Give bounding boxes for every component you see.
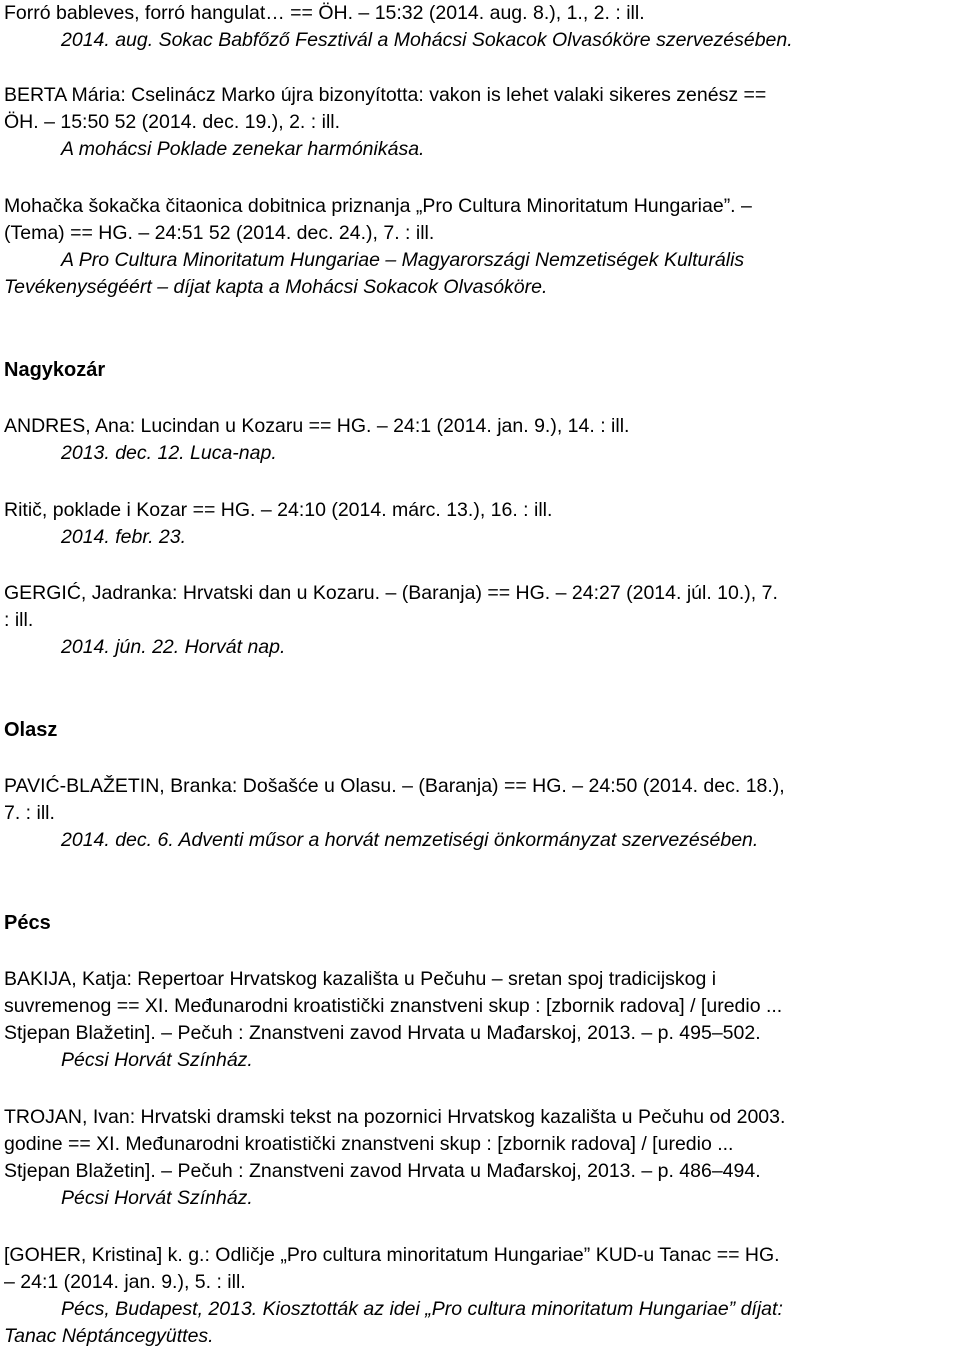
entry-line: Stjepan Blažetin]. – Pečuh : Znanstveni zavod Hrvata u Mađarskoj, 2013. – p. 495–502. — [4, 1022, 761, 1044]
bibliography-entry — [4, 966, 960, 1074]
entry-note: 2014. dec. 6. Adventi műsor a horvát nemzetiségi önkormányzat szervezésében. — [61, 829, 759, 851]
entry-line: BERTA Mária: Cselinácz Marko újra bizonyította: vakon is lehet valaki sikeres zenész == — [4, 84, 767, 106]
bibliography-entry — [4, 773, 960, 854]
entry-line: (Tema) == HG. – 24:51 52 (2014. dec. 24.), 7. : ill. — [4, 222, 435, 244]
section-heading: Olasz — [4, 719, 58, 741]
bibliography-entry — [4, 1242, 960, 1350]
entry-note: Tevékenységéért – díjat kapta a Mohácsi Sokacok Olvasóköre. — [4, 276, 548, 298]
entry-line: suvremenog == XI. Međunarodni kroatistički znanstveni skup : [zbornik radova] / [uredio ... — [4, 995, 783, 1017]
entry-line: ÖH. – 15:50 52 (2014. dec. 19.), 2. : ill. — [4, 111, 341, 133]
entry-note: 2014. febr. 23. — [61, 526, 187, 548]
entry-note: A mohácsi Poklade zenekar harmónikása. — [61, 138, 425, 160]
entry-line: [GOHER, Kristina] k. g.: Odličje „Pro cultura minoritatum Hungariae” KUD-u Tanac == HG. — [4, 1244, 780, 1266]
entry-line: Stjepan Blažetin]. – Pečuh : Znanstveni zavod Hrvata u Mađarskoj, 2013. – p. 486–494. — [4, 1160, 761, 1182]
bibliography-entry — [4, 580, 960, 661]
bibliography-entry — [4, 413, 960, 467]
entry-line: PAVIĆ-BLAŽETIN, Branka: Došašće u Olasu. – (Baranja) == HG. – 24:50 (2014. dec. 18.), — [4, 775, 785, 797]
entry-line: – 24:1 (2014. jan. 9.), 5. : ill. — [4, 1271, 246, 1293]
entry-note: 2014. aug. Sokac Babfőző Fesztivál a Mohácsi Sokacok Olvasóköre szervezésében. — [61, 29, 793, 51]
entry-note: Pécs, Budapest, 2013. Kiosztották az idei „Pro cultura minoritatum Hungariae” díjat: — [61, 1298, 783, 1320]
bibliography-entry — [4, 193, 960, 301]
entry-note: 2013. dec. 12. Luca-nap. — [61, 442, 277, 464]
entry-line: 7. : ill. — [4, 802, 55, 824]
entry-line: TROJAN, Ivan: Hrvatski dramski tekst na pozornici Hrvatskog kazališta u Pečuhu od 2003. — [4, 1106, 786, 1128]
bibliography-entry — [4, 82, 960, 163]
bibliography-entry — [4, 497, 960, 551]
section-heading: Nagykozár — [4, 359, 106, 381]
bibliography-entry — [4, 1104, 960, 1212]
entry-line: : ill. — [4, 609, 34, 631]
entry-line: BAKIJA, Katja: Repertoar Hrvatskog kazališta u Pečuhu – sretan spoj tradicijskog i — [4, 968, 717, 990]
entry-note: Pécsi Horvát Színház. — [61, 1049, 253, 1071]
entry-line: GERGIĆ, Jadranka: Hrvatski dan u Kozaru. – (Baranja) == HG. – 24:27 (2014. júl. 10.), 7. — [4, 582, 778, 604]
bibliography-entry — [4, 0, 960, 54]
entry-line: Forró bableves, forró hangulat… == ÖH. – 15:32 (2014. aug. 8.), 1., 2. : ill. — [4, 2, 645, 24]
section-heading: Pécs — [4, 912, 51, 934]
entry-note: Tanac Néptáncegyüttes. — [4, 1325, 214, 1347]
entry-note: 2014. jún. 22. Horvát nap. — [61, 636, 286, 658]
entry-note: Pécsi Horvát Színház. — [61, 1187, 253, 1209]
entry-line: godine == XI. Međunarodni kroatistički znanstveni skup : [zbornik radova] / [uredio ... — [4, 1133, 734, 1155]
entry-line: Ritič, poklade i Kozar == HG. – 24:10 (2014. márc. 13.), 16. : ill. — [4, 499, 553, 521]
entry-line: ANDRES, Ana: Lucindan u Kozaru == HG. – 24:1 (2014. jan. 9.), 14. : ill. — [4, 415, 630, 437]
entry-note: A Pro Cultura Minoritatum Hungariae – Magyarországi Nemzetiségek Kulturális — [61, 249, 745, 271]
entry-line: Mohačka šokačka čitaonica dobitnica priznanja „Pro Cultura Minoritatum Hungariae”. – — [4, 195, 752, 217]
